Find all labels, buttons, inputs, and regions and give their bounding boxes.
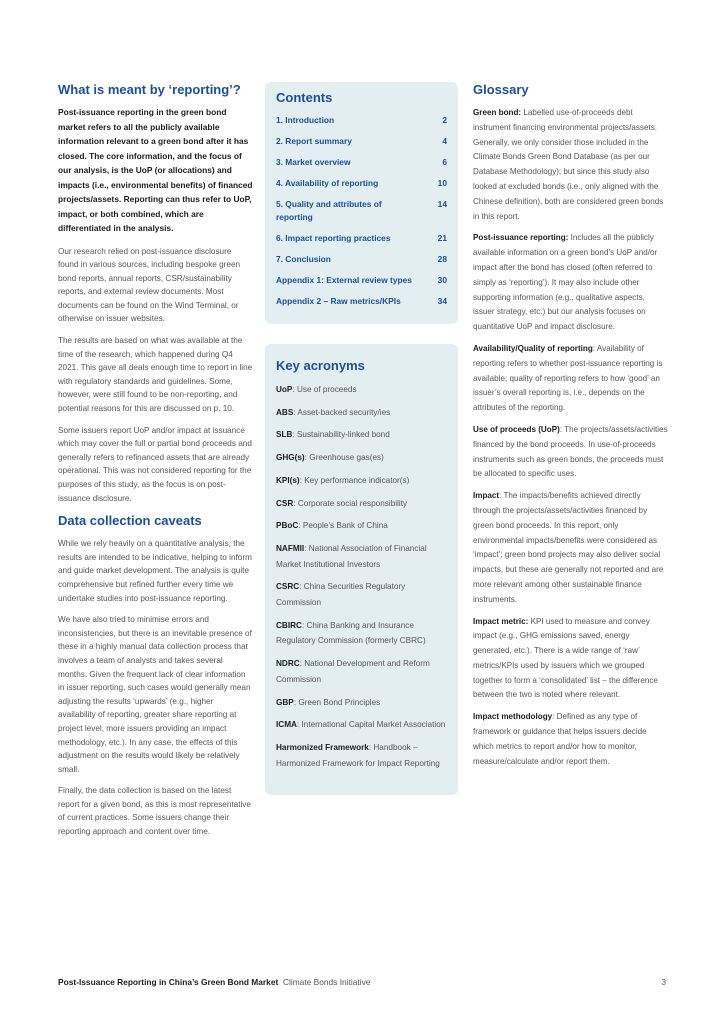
acronym-entry: ICMA: International Capital Market Association (276, 720, 446, 730)
acronym-entry: CSRC: China Securities Regulatory Commission (276, 582, 406, 608)
toc-item-availability[interactable]: 4. Availability of reporting 10 (276, 178, 447, 188)
reporting-heading: What is meant by ‘reporting’? (58, 82, 241, 97)
glossary-entry: Post-issuance reporting: Includes all the publicly available information on a green bond’s UoP and/or impact after the bond has closed (often referred to simply as ‘reporting’). It may also include other supporting information (e.g., qualitative aspects, issuer strategy, etc.) but our analysis focuses on quantitative UoP and impact disclosure. (473, 233, 658, 332)
glossary-heading: Glossary (473, 82, 529, 97)
acronym-entry: KPI(s): Key performance indicator(s) (276, 475, 410, 485)
acronym-entry: NAFMII: National Association of Financial Market Institutional Investors (276, 543, 427, 569)
acronyms-heading: Key acronyms (276, 358, 365, 373)
footer-title: Post-Issuance Reporting in China’s Green Bond Market (58, 977, 279, 987)
acronym-entry: GHG(s): Greenhouse gas(es) (276, 453, 384, 463)
middle-column (265, 82, 458, 795)
caveats-heading: Data collection caveats (58, 513, 202, 529)
body-paragraph: Some issuers report UoP and/or impact at issuance which may cover the full or partial bond proceeds and generally refers to refinanced assets that are already operational. This was not considered reporting for the purposes of this study, as the focus is on post-issuance disclosure. (58, 425, 252, 503)
body-paragraph: The results are based on what was available at the time of the research, which happened during Q4 2021. This gave all deals enough time to report in line with regulatory standards and guidelines. Some, however, were still found to be non-reporting, and potential reasons for this are discussed on p. 10. (58, 336, 253, 414)
glossary-entry: Impact methodology: Defined as any type of framework or guidance that helps issuers decide which metrics to report and/or how to monitor, measure/calculate and/or report them. (473, 712, 647, 766)
toc-item-impact-practices[interactable]: 6. Impact reporting practices 21 (276, 233, 447, 243)
body-paragraph: While we rely heavily on a quantitative analysis, the results are intended to be indicative, helping to inform and guide market development. The analysis is quite comprehensive but refined further every time we undertake studies into post-issuance reporting. (58, 539, 252, 603)
toc-item-appendix-1[interactable]: Appendix 1: External review types 30 (276, 275, 447, 285)
acronym-entry: Harmonized Framework: Handbook – Harmonized Framework for Impact Reporting (276, 742, 440, 768)
glossary-entry: Green bond: Labelled use-of-proceeds debt instrument financing environmental projects/assets. Generally, we only consider those included in the Climate Bonds Green Bond Database (as per our Database Methodology); but since this study also looked at excluded bonds (i.e., only aligned with the Chinese definition), both are considered green bonds in this report. (473, 108, 664, 221)
glossary-entry: Use of proceeds (UoP): The projects/assets/activities financed by the bond proceeds. In use-of-proceeds instruments such as green bonds, the proceeds must be allocated to specific uses. (473, 424, 668, 479)
contents-heading: Contents (276, 90, 333, 105)
left-column (58, 82, 253, 847)
acronym-entry: GBP: Green Bond Principles (276, 697, 381, 707)
acronym-entry: SLB: Sustainability-linked bond (276, 430, 390, 440)
toc-item-market-overview[interactable]: 3. Market overview 6 (276, 157, 447, 167)
toc-item-appendix-2[interactable]: Appendix 2 – Raw metrics/KPIs 34 (276, 296, 447, 306)
toc-item-quality[interactable]: 5. Quality and attributes of reporting 14 (276, 199, 447, 222)
glossary-entry: Impact: The impacts/benefits achieved directly through the projects/assets/activities financed by green bond proceeds. In this report, only environmental impacts/benefits were considered as ‘impact’; green bond projects may also deliver social impacts, but these are generally not reported and are more relevant among other sustainable finance instruments. (473, 491, 664, 604)
acronym-entry: PBoC: People’s Bank of China (276, 521, 388, 531)
toc-item-introduction[interactable]: 1. Introduction 2 (276, 115, 447, 125)
footer-title-group (58, 977, 370, 987)
acronym-entry: ABS: Asset-backed security/ies (276, 407, 391, 417)
acronym-entry: CBIRC: China Banking and Insurance Regulatory Commission (formerly CBRC) (276, 620, 426, 646)
toc-item-report-summary[interactable]: 2. Report summary 4 (276, 136, 447, 146)
right-column (473, 82, 668, 776)
page-footer (58, 977, 666, 987)
acronym-entry: NDRC: National Development and Reform Commission (276, 659, 430, 684)
glossary-entry: Impact metric: KPI used to measure and convey impact (e.g., GHG emissions saved, energy generated, etc.). There is a wide range of ‘raw’ metrics/KPIs used by issuers which we grouped together to form a ‘consolidated’ list – the difference between the two is noted where relevant. (473, 616, 658, 700)
acronyms-box (265, 344, 458, 795)
reporting-lead: Post-issuance reporting in the green bond market refers to all the publicly available information relevant to a green bond after it has closed. The core information, and the focus of our analysis, is the UoP (or allocations) and impacts (i.e., environmental benefits) of financed projects/assets. Reporting can thus refer to UoP, impact, or both combined, which are differentiated in the analysis. (58, 107, 253, 233)
contents-box (265, 82, 458, 324)
toc-item-conclusion[interactable]: 7. Conclusion 28 (276, 254, 447, 264)
body-paragraph: We have also tried to minimise errors and inconsistencies, but there is an inevitable presence of these in a highly manual data collection process that involves a team of analysts and takes several months. Given the frequent lack of clear information in issuer reporting, such cases would generally mean adjusting the results ‘upwards’ (e.g., higher availability of reporting, greater share reporting at project level, more issuers providing an impact methodology, etc.). In any case, the effects of this adjustment on the results would likely be relatively small. (58, 615, 252, 774)
acronym-entry: UoP: Use of proceeds (276, 385, 357, 394)
glossary-entry: Availability/Quality of reporting: Availability of reporting refers to whether post-issuance reporting is available; quality of reporting refers to how ‘good’ an issuer’s overall reporting is, i.e., depends on the attributes of the reporting. (473, 343, 663, 413)
body-paragraph: Finally, the data collection is based on the latest report for a given bond, as this is most representative of current practices. Some issuers change their reporting approach and content over time. (58, 786, 251, 837)
acronym-entry: CSR: Corporate social responsibility (276, 498, 408, 508)
footer-org: Climate Bonds Initiative (282, 977, 371, 987)
body-paragraph: Our research relied on post-issuance disclosure found in various sources, including bespoke green bond reports, annual reports, CSR/sustainability reports, and external review documents. Most documents can be found on the Wind Terminal, or otherwise on issuer websites. (58, 246, 241, 324)
page-number: 3 (661, 977, 666, 987)
